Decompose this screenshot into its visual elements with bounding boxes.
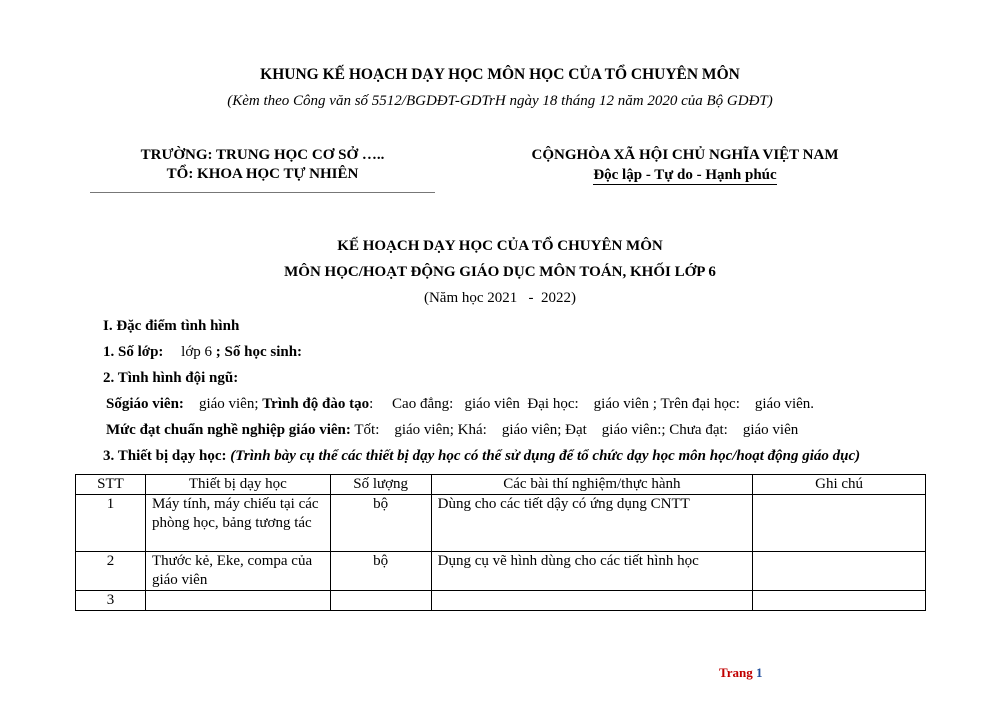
cell-experiments xyxy=(431,591,753,611)
equipment-note: (Trình bày cụ thể các thiết bị dạy học có thể sử dụng để tổ chức dạy học môn học/hoạt động giáo dục) xyxy=(230,448,861,464)
cell-notes xyxy=(753,552,926,591)
cell-notes xyxy=(753,591,926,611)
class-count-label: 1. Số lớp: xyxy=(103,344,164,360)
teacher-count-value: giáo viên; xyxy=(198,396,259,412)
document-subtitle: (Kèm theo Công văn số 5512/BGDĐT-GDTrH ngày 18 tháng 12 năm 2020 của Bộ GDĐT) xyxy=(227,93,773,109)
cell-stt: 2 xyxy=(76,552,146,591)
header-stt: STT xyxy=(76,475,146,495)
section-heading: I. Đặc điểm tình hình xyxy=(103,318,240,334)
document-title: KHUNG KẾ HOẠCH DẠY HỌC MÔN HỌC CỦA TỔ CHUYÊN MÔN xyxy=(260,66,740,83)
header-quantity: Số lượng xyxy=(330,475,431,495)
cell-equipment: Máy tính, máy chiếu tại các phòng học, bảng tương tác xyxy=(145,495,330,552)
training-value: : Cao đẳng: giáo viên Đại học: giáo viên ; Trên đại học: giáo viên. xyxy=(369,396,815,412)
cell-stt: 1 xyxy=(76,495,146,552)
standard-line xyxy=(106,422,798,439)
national-motto: Độc lập - Tự do - Hạnh phúc xyxy=(593,167,777,183)
nation-name: CỘNGHÒA XÃ HỘI CHỦ NGHĨA VIỆT NAM xyxy=(531,147,839,163)
cell-quantity: bộ xyxy=(330,495,431,552)
class-count-value: lớp 6 xyxy=(181,344,213,360)
table-row xyxy=(76,591,926,611)
left-divider xyxy=(90,192,435,193)
student-count-label: ; Số học sinh: xyxy=(215,344,303,360)
equipment-label: 3. Thiết bị dạy học: xyxy=(103,448,227,464)
page-number xyxy=(719,665,762,681)
teacher-count-label: Sốgiáo viên: xyxy=(106,396,184,412)
page-label: Trang xyxy=(719,665,753,680)
table-row xyxy=(76,495,926,552)
cell-equipment: Thước kẻ, Eke, compa của giáo viên xyxy=(145,552,330,591)
cell-experiments: Dùng cho các tiết dậy có ứng dụng CNTT xyxy=(431,495,753,552)
plan-subject: MÔN HỌC/HOẠT ĐỘNG GIÁO DỤC MÔN TOÁN, KHỐI LỚP 6 xyxy=(284,264,716,280)
cell-notes xyxy=(753,495,926,552)
plan-title: KẾ HOẠCH DẠY HỌC CỦA TỔ CHUYÊN MÔN xyxy=(337,238,663,254)
standard-value: Tốt: giáo viên; Khá: giáo viên; Đạt giáo viên:; Chưa đạt: giáo viên xyxy=(354,422,799,438)
department-name: TỔ: KHOA HỌC TỰ NHIÊN xyxy=(166,166,359,182)
school-name: TRƯỜNG: TRUNG HỌC CƠ SỞ ….. xyxy=(140,147,385,163)
class-count-line xyxy=(103,344,302,361)
header-equipment: Thiết bị dạy học xyxy=(145,475,330,495)
cell-experiments: Dụng cụ vẽ hình dùng cho các tiết hình học xyxy=(431,552,753,591)
header-experiments: Các bài thí nghiệm/thực hành xyxy=(431,475,753,495)
table-row xyxy=(76,552,926,591)
staff-heading: 2. Tình hình đội ngũ: xyxy=(103,370,239,386)
header-notes: Ghi chú xyxy=(753,475,926,495)
equipment-table xyxy=(75,474,926,611)
cell-quantity: bộ xyxy=(330,552,431,591)
teacher-count-line xyxy=(106,396,814,413)
cell-quantity xyxy=(330,591,431,611)
training-label: Trình độ đào tạo xyxy=(262,396,370,412)
cell-equipment xyxy=(145,591,330,611)
table-header-row xyxy=(76,475,926,495)
cell-stt: 3 xyxy=(76,591,146,611)
equipment-heading-line xyxy=(103,448,860,465)
standard-label: Mức đạt chuẩn nghề nghiệp giáo viên: xyxy=(106,422,351,438)
page-number-value: 1 xyxy=(755,665,763,680)
school-year: (Năm học 2021 - 2022) xyxy=(423,290,577,306)
